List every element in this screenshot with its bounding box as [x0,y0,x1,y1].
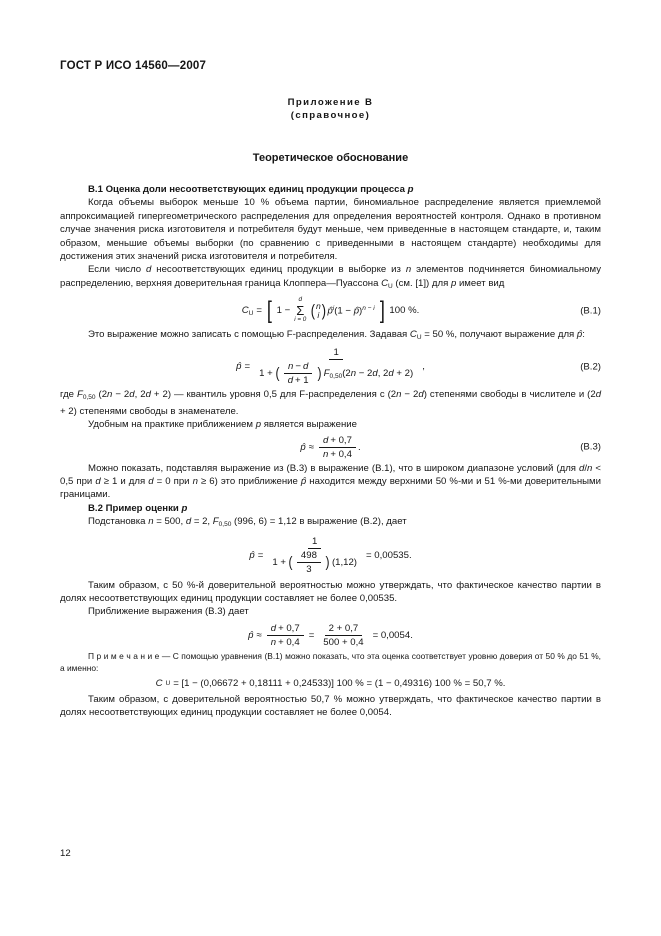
heading-b1: В.1 Оценка доли несоответствующих единиц продукции процесса p [88,184,414,195]
formula-b1-math: $C_U$ = [ 1 − d Σ i = 0 ( n i ) p̂$^i$(1 − p̂)$^{n - i}$ ] 100 %. [241,296,420,324]
page-number: 12 [60,848,71,859]
page-content [60,0,601,720]
fraction: d + 0,7 n + 0,4 [267,623,304,648]
summation-symbol: d Σ i = 0 [294,296,307,324]
formula-b2-math: p̂ = 1 1 + ( n − d d + 1 ) $F_{0,50}(2n - 2d$, 2d + 2) , [236,347,425,387]
paragraph-b1-1: Когда объемы выборок меньше 10 % объема партии, биномиальное распределение является приемлемой аппроксимацией гипергеометрического распределения для определения вероятностей контроля. Однако в противном случае значения риска изготовителя и потребителя будут меньше, чем приведенные в настоящем стандарте, и, таким образом, меньшие объемы выборки (по сравнению с приведенными в настоящем стандарте) необходимы для достижения этих значений риска изготовителя и потребителя. [60,197,601,263]
formula-b2 [60,347,601,386]
formula-b3 [60,435,601,460]
open-bracket: [ [266,296,272,324]
paragraph-b2-2: Таким образом, с 50 %-й доверительной вероятностью можно утверждать, что фактическое качество партии в долях несоответствующих единиц продукции составляет не более 0,00535. [60,579,601,604]
formula-example-1-math: p̂ = 1 1 + ( $\frac{498}{3}$ ) (1,12) = 0,00535. [249,535,412,575]
paragraph-where: где $F_{0,50}$ (2n − 2d, 2d + 2) — квантиль уровня 0,5 для F-распределения с (2n − 2d) степенями свободы в числителе и (2d + 2) степенями свободы в знаменателе. [60,389,602,417]
formula-label-b3: (В.3) [580,441,601,453]
paragraph-b1-4: Удобным на практике приближением p является выражение [88,419,357,431]
formula-example-2-math: p̂ ≈ d + 0,7 n + 0,4 = $\frac{2 + 0,7}{500 + 0,4}$ = 0,0054. [248,622,413,648]
paragraph-b2-4: Таким образом, с доверительной вероятностью 50,7 % можно утверждать, что фактическое качество партии в долях несоответствующих единиц продукции составляет не более 0,0054. [60,693,601,719]
formula-note [60,678,601,691]
fraction: $\frac{2 + 0,7}{500 + 0,4}$ [323,622,364,648]
appendix-type: (справочное) [290,110,371,121]
paragraph-b1-2: Если число d несоответствующих единиц продукции в выборке из n элементов подчиняется биномиальному распределению, верхняя доверительная граница Клоппера—Пуассона $C_U$ (см. [1]) для p имеет вид [60,264,602,290]
formula-example-2 [60,623,601,648]
paragraph-b2-3: Приближение выражения (В.3) дает [88,606,249,618]
binomial-coefficient: ( n i ) [311,300,326,321]
formula-example-1 [60,532,601,579]
paragraph-b1-5: Можно показать, подставляя выражение из (В.3) в выражение (В.1), что в широком диапазоне условий (для d/n < 0,5 при d ≥ 1 и для d = 0 при n ≥ 6) это приближение p̂ находится между верхними 50 %-ми и 51 %-ми доверительными границами. [60,462,601,501]
formula-label-b1: (В.1) [580,305,601,317]
paragraph-b2-1: Подстановка n = 500, d = 2, $F_{0,50}$ (996, 6) = 1,12 в выражение (В.2), дает [88,516,407,529]
formula-note-math: C U = [1 − (0,06672 + 0,18111 + 0,24533)] 100 % = (1 − 0,49316) 100 % = 50,7 %. [155,677,506,689]
fraction: 1 1 + ( n − d d + 1 ) $F_{0,50}(2n - 2d$, 2d + 2) [259,347,414,387]
formula-b3-math: p̂ ≈ d + 0,7 n + 0,4 . [300,434,361,460]
appendix-label: Приложение В [287,97,374,108]
note-paragraph: П р и м е ч а н и е — С помощью уравнения (В.1) можно показать, что эта оценка соответствует уровню доверия от 50 % до 51 %, а именно: [60,650,601,674]
fraction: 1 1 + ( $\frac{498}{3}$ ) (1,12) [272,535,357,575]
inner-fraction: n − d d + 1 [284,361,313,386]
heading-b2: В.2 Пример оценки p [88,502,188,514]
document-header: ГОСТ Р ИСО 14560—2007 [60,60,207,72]
close-bracket: ] [379,296,385,324]
formula-b1 [60,293,601,328]
inner-fraction: $\frac{498}{3}$ [297,550,321,575]
paragraph-b1-3: Это выражение можно записать с помощью F-распределения. Задавая $C_U = 50$ %, получают выражение для p̂: [88,329,585,341]
fraction: d + 0,7 n + 0,4 [319,435,356,460]
formula-label-b2: (В.2) [580,361,601,373]
section-title: Теоретическое обоснование [252,152,409,164]
